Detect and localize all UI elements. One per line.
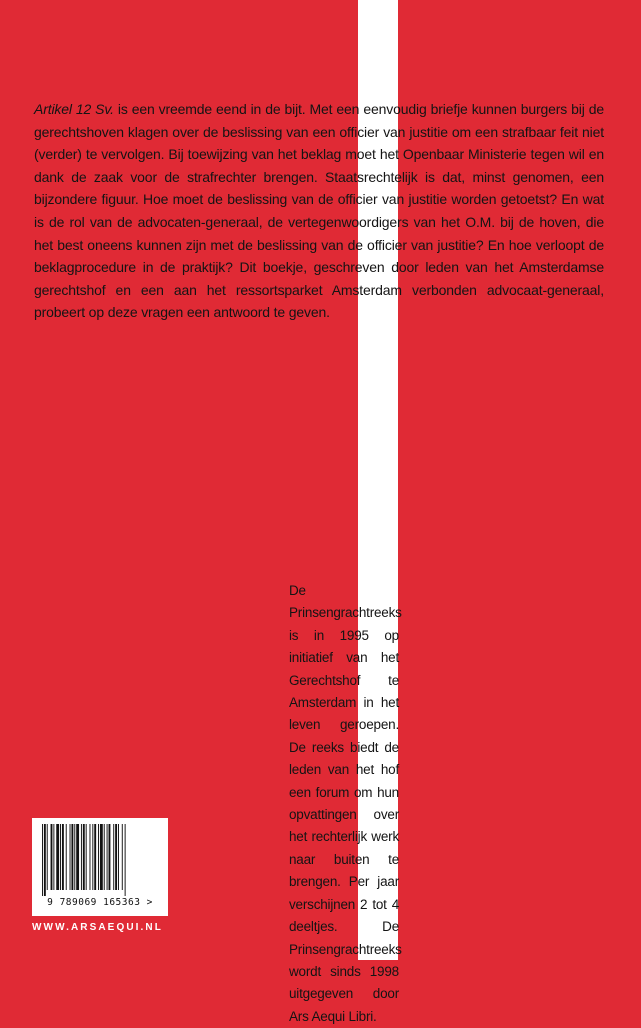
- isbn-barcode: [32, 818, 168, 916]
- back-cover-blurb: [34, 98, 604, 324]
- publisher-website: WWW.ARSAEQUI.NL: [32, 922, 163, 933]
- blurb-text: is een vreemde eend in de bijt. Met een eenvoudig briefje kunnen burgers bij de gerechtshoven klagen over de beslissing van een officier van justitie om een strafbaar feit niet (verder) te vervolgen. Bij toewijzing van het beklag moet het Openbaar Ministerie tegen wil en dank de zaak voor de strafrechter brengen. Staatsrechtelijk is dat, minst genomen, een bijzondere figuur. Hoe moet de beslissing van de officier van justitie worden getoetst? En wat is de rol van de advocaten-generaal, de vertegenwoordigers van het O.M. bij de hoven, die het best oneens kunnen zijn met de beslissing van de officier van justitie? En hoe verloopt de beklagprocedure in de praktijk? Dit boekje, geschreven door leden van het Amsterdamse gerechtshof en een aan het ressortsparket Amsterdam verbonden advocaat-generaal, probeert op deze vragen een antwoord te geven.: [34, 101, 604, 321]
- blurb-italic-title: Artikel 12 Sv.: [34, 101, 114, 117]
- barcode-bars-graphic: [38, 824, 162, 896]
- series-description: De Prinsengrachtreeks is in 1995 op initiatief van het Gerechtshof te Amsterdam in het leven geroepen. De reeks biedt de leden van het hof een forum om hun opvattingen over het rechterlijk werk naar buiten te brengen. Per jaar verschijnen 2 tot 4 deeltjes. De Prinsengrachtreeks wordt sinds 1998 uitgegeven door Ars Aequi Libri.: [289, 583, 402, 1024]
- isbn-number: 9 789069 165363 >: [47, 897, 153, 908]
